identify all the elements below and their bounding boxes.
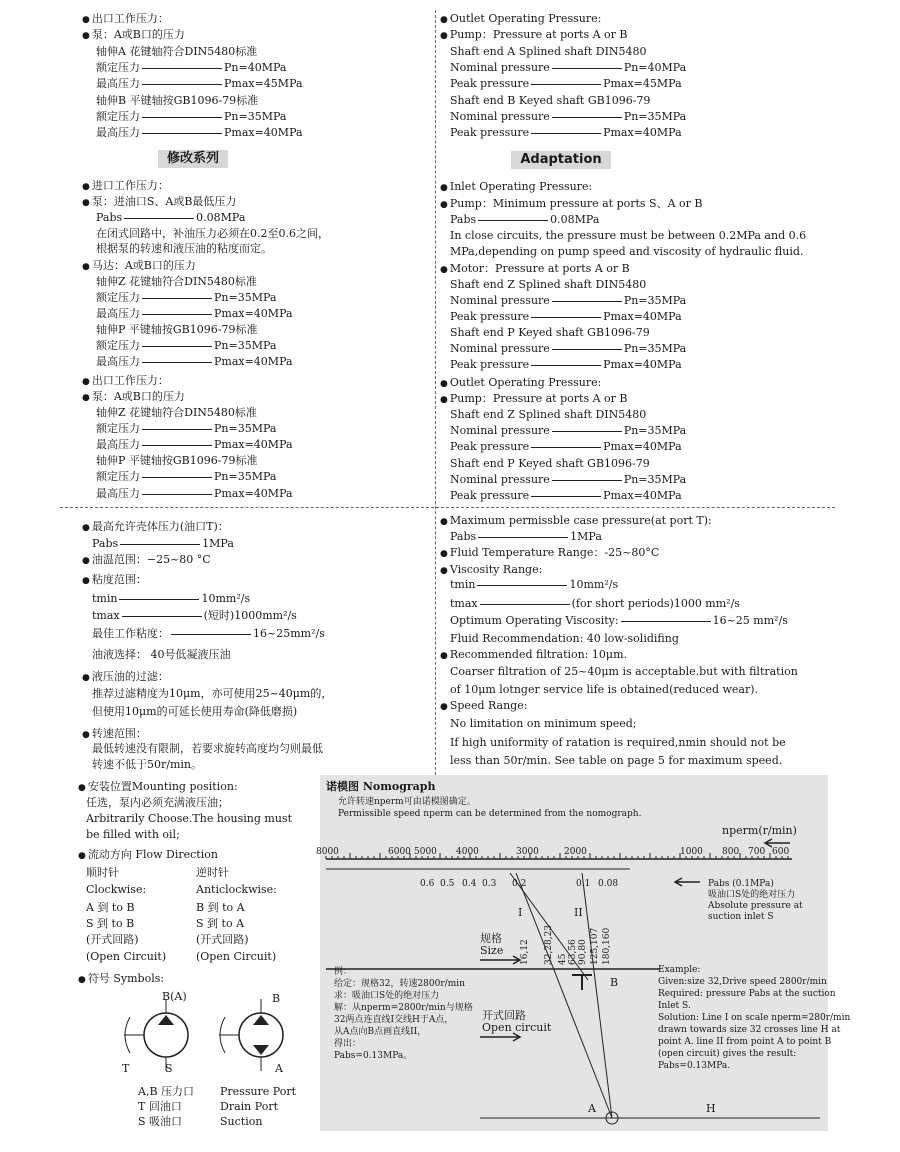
speed-tick-label: 800	[722, 847, 740, 857]
row-label: 额定压力	[96, 470, 140, 483]
leader-line	[142, 477, 212, 478]
left_top-line	[96, 77, 303, 91]
left_adapt-line: ● 泵：A或B口的压力	[82, 390, 185, 405]
left_top-line	[96, 61, 286, 75]
size-tick-label: 16,12	[520, 939, 530, 965]
row-value: 1MPa	[202, 537, 234, 550]
flow-ccw1: B 到 to A	[196, 901, 245, 914]
mounting-line: be filled with oil;	[86, 828, 180, 841]
right_top-line: ● Outlet Operating Pressure:	[440, 12, 601, 27]
right_adapt-line: Shaft end P Keyed shaft GB1096-79	[450, 326, 650, 339]
example-cn-line: 得出：	[334, 1039, 362, 1049]
mounting-line: Arbitrarily Choose.The housing must	[86, 812, 292, 825]
left_mid-line: 转速不低于50r/min。	[92, 758, 202, 771]
row-label: 最高压力	[96, 438, 140, 451]
leader-line	[142, 445, 212, 446]
leader-line	[552, 68, 622, 69]
left_top-line: ● 泵：A或B口的压力	[82, 28, 185, 43]
left_mid-line: ● 转速范围：	[82, 727, 147, 742]
row-label: Pabs	[450, 530, 477, 543]
size-tick-label: 180,160	[602, 927, 612, 965]
example-en-line: Given:size 32,Drive speed 2800r/min	[658, 977, 827, 987]
left_mid-line	[92, 592, 250, 606]
symbol-t: T	[122, 1062, 130, 1075]
row-label: 最高压力	[96, 307, 140, 320]
symbol-ba: B(A)	[162, 990, 187, 1003]
pabs-label-cn: 吸油口S处的绝对压力	[708, 890, 796, 900]
left_mid-line: 最低转速没有限制，若要求旋转高度均匀则最低	[92, 742, 323, 755]
row-label: tmin	[92, 592, 118, 605]
right_mid-line	[450, 597, 740, 611]
left_adapt-line: 轴伸P 平键轴按GB1096-79标准	[96, 323, 258, 336]
leader-line	[552, 480, 622, 481]
example-cn-line: Pabs=0.13MPa。	[334, 1051, 413, 1061]
row-value: Pmax=45MPa	[224, 77, 303, 90]
row-value: Pmax=40MPa	[214, 307, 293, 320]
row-value: Pmax=40MPa	[603, 310, 682, 323]
header-en: Adaptation	[511, 151, 611, 169]
row-label: Peak pressure	[450, 440, 530, 453]
left_adapt-line: 根据泵的转速和液压油的粘度而定。	[96, 242, 272, 255]
section-divider	[60, 507, 835, 508]
leader-line	[552, 431, 622, 432]
column-divider	[435, 10, 436, 780]
example-cn-line: 例：	[334, 967, 353, 977]
leader-line	[142, 362, 212, 363]
left_adapt-line	[96, 339, 276, 353]
leader-line	[124, 218, 194, 219]
leader-line	[122, 616, 202, 617]
flow-ccw2: S 到 to A	[196, 917, 245, 930]
row-label: Nominal pressure	[450, 473, 550, 486]
pressure-tick-label: 0.08	[598, 879, 619, 889]
pressure-tick-label: 0.6	[420, 879, 435, 889]
leader-line	[171, 634, 251, 635]
example-en-line: Example:	[658, 965, 701, 975]
size-tick-label: 45	[558, 953, 568, 965]
row-value: Pmax=40MPa	[603, 489, 682, 502]
row-label: Nominal pressure	[450, 424, 550, 437]
open-circuit-en: Open circuit	[482, 1021, 552, 1034]
row-label: 最高压力	[96, 126, 140, 139]
right_adapt-line	[450, 342, 686, 356]
row-value: Pmax=40MPa	[214, 438, 293, 451]
right_mid-line: ● Fluid Temperature Range：-25~80°C	[440, 546, 659, 561]
speed-tick-label: 4000	[456, 847, 479, 857]
nomograph-sub-en: Permissible speed nperm can be determined from the nomograph.	[338, 809, 642, 819]
left_adapt-line: 轴伸P 平键轴按GB1096-79标准	[96, 454, 258, 467]
left_mid-line: 推荐过滤精度为10μm，亦可使用25~40μm的，	[92, 687, 333, 700]
row-value: Pn=35MPa	[623, 424, 687, 437]
left_adapt-line: ● 马达：A或B口的压力	[82, 259, 196, 274]
left_mid-line: ● 粘度范围：	[82, 573, 147, 588]
symbol-s: S	[165, 1062, 173, 1075]
mounting-line: ● 安装位置Mounting position:	[78, 780, 238, 795]
left_adapt-line	[96, 470, 276, 484]
right_adapt-line	[450, 358, 682, 372]
row-value: Pn=35MPa	[214, 291, 277, 304]
right_top-line	[450, 126, 682, 140]
flow-cw1: A 到 to B	[86, 901, 135, 914]
left_top-line	[96, 126, 303, 140]
flow-cw2: S 到 to B	[86, 917, 135, 930]
leader-line	[480, 604, 570, 605]
leader-line	[531, 317, 601, 318]
row-value: Pn=35MPa	[623, 110, 687, 123]
leader-line	[119, 599, 199, 600]
example-cn-line: 从A点向B点画直线II，	[334, 1027, 427, 1037]
leader-line	[142, 133, 222, 134]
size-label-cn: 规格	[480, 932, 502, 945]
row-value: Pn=40MPa	[224, 61, 287, 74]
example-cn-line: 求：吸油口S处的绝对压力	[334, 991, 440, 1001]
speed-tick-label: 700	[748, 847, 766, 857]
left_adapt-line: 轴伸Z 花键轴符合DIN5480标准	[96, 406, 257, 419]
example-en-line: (open circuit) gives the result:	[658, 1049, 797, 1059]
row-value: Pn=35MPa	[623, 473, 687, 486]
row-value: Pn=35MPa	[214, 339, 277, 352]
right_mid-line: No limitation on minimum speed;	[450, 717, 637, 730]
left_adapt-line: ● 泵：进油口S、A或B最低压力	[82, 195, 236, 210]
leader-line	[142, 314, 212, 315]
row-label: Pabs	[92, 537, 119, 550]
left_mid-line: 油液选择： 40号低凝液压油	[92, 648, 231, 661]
size-label-en: Size	[480, 944, 504, 957]
row-value: 1MPa	[570, 530, 602, 543]
row-label: Pabs	[96, 211, 123, 224]
right_adapt-line: MPa,depending on pump speed and viscosity of hydraulic fluid.	[450, 245, 804, 258]
open-circuit-cn: 开式回路	[482, 1009, 526, 1022]
row-value: (for short periods)1000 mm²/s	[571, 597, 740, 610]
point-a-label: A	[588, 1102, 596, 1115]
nomograph-title: 诺模图 Nomograph	[326, 780, 436, 793]
row-value: Pn=35MPa	[623, 294, 687, 307]
flow-ccw_en: Anticlockwise:	[196, 883, 277, 896]
symbol-a: A	[275, 1062, 283, 1075]
line-h-label: H	[706, 1102, 716, 1115]
leader-line	[531, 365, 601, 366]
left_adapt-line: 在闭式回路中，补油压力必须在0.2至0.6之间，	[96, 227, 329, 240]
row-value: 10mm²/s	[201, 592, 251, 605]
leader-line	[142, 494, 212, 495]
row-value: 16~25 mm²/s	[712, 614, 788, 627]
flow-oc_cn: (开式回路)	[86, 933, 139, 946]
speed-tick-label: 1000	[680, 847, 703, 857]
example-en-line: Solution: Line I on scale nperm=280r/min	[658, 1013, 851, 1023]
left_adapt-line	[96, 422, 276, 436]
left_adapt-line	[96, 487, 293, 501]
right_adapt-line	[450, 424, 686, 438]
right_top-line	[450, 110, 686, 124]
right_mid-line	[450, 578, 618, 592]
left_adapt-line: 轴伸Z 花键轴符合DIN5480标准	[96, 275, 257, 288]
leader-line	[531, 84, 601, 85]
left_adapt-line	[96, 291, 276, 305]
row-value: Pn=40MPa	[623, 61, 687, 74]
row-value: Pn=35MPa	[623, 342, 687, 355]
size-tick-label: 125,107	[590, 927, 600, 965]
leader-line	[142, 84, 222, 85]
speed-tick-label: 600	[772, 847, 790, 857]
row-value: 0.08MPa	[196, 211, 246, 224]
header-cn: 修改系列	[158, 150, 228, 168]
left_adapt-line: ● 进口工作压力：	[82, 179, 169, 194]
leader-line	[478, 220, 548, 221]
leader-line	[621, 621, 711, 622]
right_adapt-line	[450, 489, 682, 503]
right_mid-line: If high uniformity of ratation is required,nmin should not be	[450, 736, 786, 749]
size-tick-label: 32,28,23	[544, 924, 554, 965]
left_adapt-line	[96, 307, 293, 321]
size-tick-label: 90,80	[578, 939, 588, 965]
row-value: Pmax=40MPa	[224, 126, 303, 139]
line-ii-label: II	[574, 906, 583, 919]
flow-ccw_oc_en: (Open Circuit)	[196, 950, 277, 963]
left_mid-line	[92, 627, 325, 641]
example-en-line: Required: pressure Pabs at the suction	[658, 989, 836, 999]
right_adapt-line: ● Motor：Pressure at ports A or B	[440, 262, 630, 277]
leader-line	[142, 68, 222, 69]
right_mid-line: ● Maximum permissble case pressure(at port T):	[440, 514, 712, 529]
row-label: Nominal pressure	[450, 61, 550, 74]
symbol-r3: Suction	[220, 1115, 263, 1128]
right_adapt-line: ● Pump：Pressure at ports A or B	[440, 392, 628, 407]
left_top-line: ● 出口工作压力：	[82, 12, 169, 27]
right_adapt-line	[450, 294, 686, 308]
flow-cw_en: Clockwise:	[86, 883, 147, 896]
left_top-line: 轴伸B 平键轴按GB1096-79标准	[96, 94, 259, 107]
speed-tick-label: 3000	[516, 847, 539, 857]
row-label: 额定压力	[96, 339, 140, 352]
speed-tick-label: 6000	[388, 847, 411, 857]
size-tick-label: 63,56	[568, 939, 578, 965]
right_mid-line: ● Viscosity Range:	[440, 563, 542, 578]
row-value: Pmax=40MPa	[603, 126, 682, 139]
right_mid-line: less than 50r/min. See table on page 5 for maximum speed.	[450, 754, 783, 767]
left_adapt-line: ● 出口工作压力：	[82, 374, 169, 389]
left_adapt-line	[96, 211, 245, 225]
left_mid-line	[92, 609, 297, 623]
right_adapt-line	[450, 213, 599, 227]
right_adapt-line	[450, 440, 682, 454]
right_adapt-line: ● Inlet Operating Pressure:	[440, 180, 592, 195]
leader-line	[478, 537, 568, 538]
left_adapt-line	[96, 355, 293, 369]
row-label: 最高压力	[96, 355, 140, 368]
flow-oc_en: (Open Circuit)	[86, 950, 167, 963]
row-label: Pabs	[450, 213, 477, 226]
leader-line	[142, 298, 212, 299]
symbol-r1: Pressure Port	[220, 1085, 297, 1098]
right_mid-line: ● Recommended filtration: 10μm.	[440, 648, 627, 663]
example-en-line: Pabs=0.13MPa.	[658, 1061, 731, 1071]
row-label: Peak pressure	[450, 126, 530, 139]
pabs-label-en: Absolute pressure at	[708, 901, 803, 911]
nomograph-panel	[316, 775, 851, 1131]
right_top-line: ● Pump：Pressure at ports A or B	[440, 28, 628, 43]
symbol-l1: A,B 压力口	[138, 1085, 195, 1098]
row-label: tmax	[450, 597, 478, 610]
right_mid-line	[450, 614, 788, 628]
pressure-tick-label: 0.5	[440, 879, 455, 889]
row-label: Peak pressure	[450, 77, 530, 90]
right_adapt-line: In close circuits, the pressure must be between 0.2MPa and 0.6	[450, 229, 807, 242]
left_adapt-line	[96, 438, 293, 452]
left_mid-line: ● 液压油的过滤：	[82, 670, 169, 685]
row-label: Nominal pressure	[450, 342, 550, 355]
pressure-tick-label: 0.3	[482, 879, 497, 889]
left_mid-line: ● 最高允许壳体压力(油口T)：	[82, 520, 229, 535]
row-label: Peak pressure	[450, 358, 530, 371]
row-label: tmin	[450, 578, 476, 591]
row-value: Pn=35MPa	[214, 422, 277, 435]
row-label: Peak pressure	[450, 489, 530, 502]
row-value: 0.08MPa	[550, 213, 600, 226]
symbol-r2: Drain Port	[220, 1100, 278, 1113]
left_mid-line	[92, 537, 234, 551]
leader-line	[142, 429, 212, 430]
row-value: Pmax=40MPa	[603, 358, 682, 371]
speed-tick-label: 2000	[564, 847, 587, 857]
row-value: 10mm²/s	[569, 578, 619, 591]
left_top-line: 轴伸A 花键轴符合DIN5480标准	[96, 45, 258, 58]
flow-ccw_oc_cn: (开式回路)	[196, 933, 249, 946]
symbol-l3: S 吸油口	[138, 1115, 183, 1128]
row-label: Peak pressure	[450, 310, 530, 323]
right_adapt-line	[450, 310, 682, 324]
row-value: Pmax=40MPa	[603, 440, 682, 453]
row-label: 额定压力	[96, 291, 140, 304]
pabs-label-en2: suction inlet S	[708, 912, 774, 922]
row-value: (短时)1000mm²/s	[203, 609, 297, 622]
pabs-label: Pabs (0.1MPa)	[708, 879, 774, 889]
mounting-line: 任选，泵内必须充满液压油；	[86, 796, 229, 809]
right_top-line: Shaft end A Splined shaft DIN5480	[450, 45, 647, 58]
flow-cw_cn: 顺时针	[86, 866, 119, 879]
line-i-label: I	[518, 906, 523, 919]
leader-line	[531, 133, 601, 134]
row-label: 最高压力	[96, 77, 140, 90]
right_top-line	[450, 77, 682, 91]
right_adapt-line: ● Outlet Operating Pressure:	[440, 376, 601, 391]
speed-tick-label: 8000	[316, 847, 339, 857]
row-label: Nominal pressure	[450, 294, 550, 307]
row-label: tmax	[92, 609, 120, 622]
leader-line	[552, 301, 622, 302]
row-value: Pmax=40MPa	[214, 355, 293, 368]
row-label: 额定压力	[96, 110, 140, 123]
pressure-tick-label: 0.1	[576, 879, 591, 889]
symbol-l2: T 回油口	[138, 1100, 182, 1113]
flow-ccw_cn: 逆时针	[196, 866, 229, 879]
leader-line	[477, 585, 567, 586]
right_mid-line: ● Speed Range:	[440, 699, 527, 714]
leader-line	[552, 117, 622, 118]
row-label: Nominal pressure	[450, 110, 550, 123]
right_adapt-line: Shaft end P Keyed shaft GB1096-79	[450, 457, 650, 470]
right_mid-line: Fluid Recommendation: 40 low-solidifing	[450, 632, 679, 645]
left_mid-line: ● 油温范围：−25~80 °C	[82, 553, 211, 568]
row-value: Pn=35MPa	[214, 470, 277, 483]
left_mid-line: 但使用10μm的可延长使用寿命(降低磨损)	[92, 705, 298, 718]
leader-line	[142, 117, 222, 118]
right_adapt-line: ● Pump：Minimum pressure at ports S、A or B	[440, 197, 703, 212]
example-en-line: drawn towards size 32 crosses line H at	[658, 1025, 841, 1035]
example-cn-line: 32两点连直线I交线H于A点，	[334, 1015, 454, 1025]
row-label: 最高压力	[96, 487, 140, 500]
leader-line	[120, 544, 200, 545]
right_mid-line: of 10μm lotnger service life is obtained(reduced wear).	[450, 683, 759, 696]
speed-scale-label: nperm(r/min)	[722, 824, 797, 837]
left_top-line	[96, 110, 286, 124]
right_adapt-line: Shaft end Z Splined shaft DIN5480	[450, 278, 647, 291]
row-label: 最佳工作粘度：	[92, 627, 169, 640]
right_adapt-line	[450, 473, 686, 487]
right_top-line	[450, 61, 686, 75]
speed-tick-label: 5000	[414, 847, 437, 857]
symbols-title: ● 符号 Symbols:	[78, 972, 164, 987]
pressure-tick-label: 0.4	[462, 879, 477, 889]
row-label: 额定压力	[96, 61, 140, 74]
example-en-line: point A. line II from point A to point B	[658, 1037, 832, 1047]
example-en-line: Inlet S.	[658, 1001, 691, 1011]
row-value: 16~25mm²/s	[253, 627, 325, 640]
right_mid-line	[450, 530, 602, 544]
row-value: Pmax=40MPa	[214, 487, 293, 500]
leader-line	[552, 349, 622, 350]
nomograph-sub-cn: 允许转速nperm可由诺模图确定。	[338, 797, 476, 807]
row-value: Pn=35MPa	[224, 110, 287, 123]
right_mid-line: Coarser filtration of 25~40μm is acceptable.but with filtration	[450, 665, 798, 678]
leader-line	[142, 346, 212, 347]
example-cn-line: 给定：规格32，转速2800r/min	[334, 979, 465, 989]
right_adapt-line: Shaft end Z Splined shaft DIN5480	[450, 408, 647, 421]
point-b-label: B	[610, 976, 619, 989]
pressure-tick-label: 0.2	[512, 879, 527, 889]
row-label: 额定压力	[96, 422, 140, 435]
leader-line	[531, 496, 601, 497]
row-label: Optimum Operating Viscosity:	[450, 614, 619, 627]
symbol-b: B	[272, 992, 281, 1005]
example-cn-line: 解：从nperm=2800r/min与规格	[334, 1003, 473, 1013]
leader-line	[531, 447, 601, 448]
right_top-line: Shaft end B Keyed shaft GB1096-79	[450, 94, 651, 107]
flow-title: ● 流动方向 Flow Direction	[78, 848, 218, 863]
row-value: Pmax=45MPa	[603, 77, 682, 90]
